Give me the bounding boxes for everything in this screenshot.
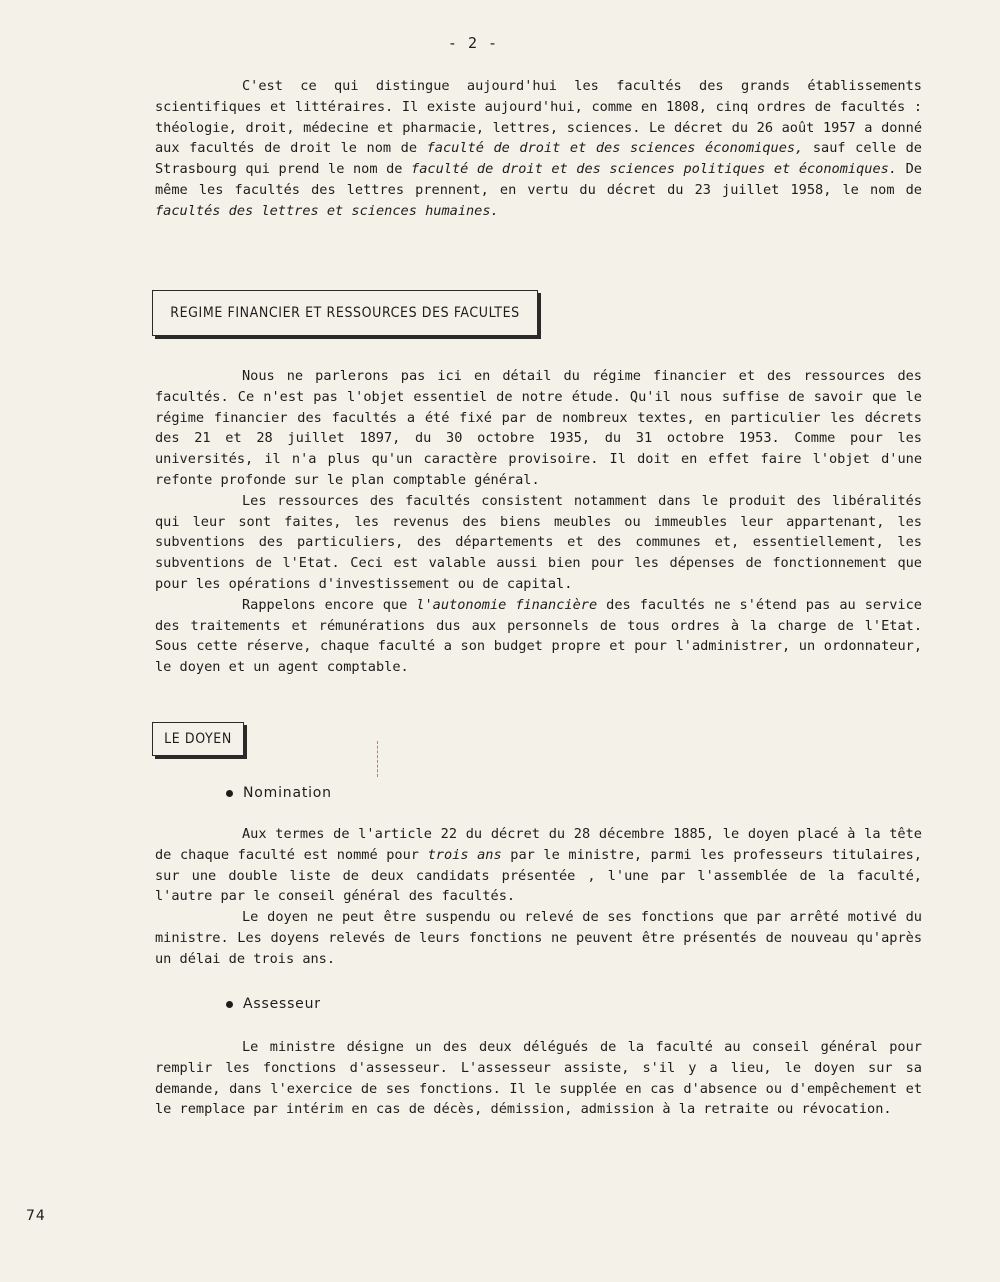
regime-p3-text-2: des facultés ne s'étend pas au service des traitements et rémunérations dus aux personnels de tous ordres à la charge de l'Etat. Sous cette réserve, chaque faculté a son budget propre et pour l'administrer, un ordonnateur, le doyen et un agent comptable. (155, 596, 922, 676)
intro-text-1: C'est ce qui distingue aujourd'hui les facultés des grands établissements scientifiques et littéraires. Il existe aujourd'hui, comme en 1808, cinq ordres de facultés : théologie, droit, médecine et pharmacie, lettres, sciences. Le décret du 26 août 1957 a donné aux facultés de droit le nom de (155, 78, 922, 157)
subheading-assesseur-label: Assesseur (243, 996, 321, 1012)
section-title-doyen-label: LE DOYEN (164, 731, 232, 747)
regime-paragraph-2: Les ressources des facultés consistent notamment dans le produit des libéralités qui leur sont faites, les revenus des biens meubles ou immeubles leur appartenant, les subventions des particuliers, des départements et des communes et, essentiellement, les subventions de l'Etat. Ceci est valable aussi bien pour les dépenses de fonctionnement que pour les opérations d'investissement ou de capital. (155, 492, 922, 592)
subheading-nomination (226, 785, 332, 801)
nomination-paragraph-1 (155, 824, 922, 907)
regime-p3-italic: l'autonomie financière (416, 596, 598, 613)
intro-italic-3: facultés des lettres et sciences humaines. (155, 202, 499, 219)
nomination-p1-text-2: par le ministre, parmi les professeurs titulaires, sur une double liste de deux candidats présentée , l'une par l'assemblée de la faculté, l'autre par le conseil général des facultés. (155, 846, 922, 905)
assesseur-paragraph (155, 1037, 922, 1120)
margin-mark (377, 741, 379, 777)
bullet-icon (226, 1001, 233, 1008)
nomination-p1-italic: trois ans (427, 846, 502, 863)
section-title-regime-label: REGIME FINANCIER ET RESSOURCES DES FACULTES (170, 305, 520, 321)
section-title-regime (152, 290, 538, 336)
bullet-icon (226, 790, 233, 797)
regime-paragraph-3 (155, 595, 922, 678)
intro-paragraph (155, 76, 922, 222)
intro-italic-2: faculté de droit et des sciences politiques et économiques. (411, 161, 898, 178)
nomination-p1-text-1: Aux termes de l'article 22 du décret du 28 décembre 1885, le doyen placé à la tête de chaque faculté est nommé pour (155, 826, 922, 863)
subheading-nomination-label: Nomination (243, 785, 332, 801)
intro-text-3: De même les facultés des lettres prennent, en vertu du décret du 23 juillet 1958, le nom de (155, 161, 922, 198)
section-title-doyen (152, 722, 244, 756)
page-number: - 2 - (447, 34, 499, 52)
regime-p3-text-1: Rappelons encore que (242, 596, 417, 613)
intro-text-2: sauf celle de Strasbourg qui prend le nom de (155, 140, 922, 178)
folio-number: 74 (26, 1208, 46, 1224)
regime-paragraphs (155, 366, 922, 678)
intro-italic-1: faculté de droit et des sciences économiques, (426, 140, 804, 157)
regime-paragraph-1: Nous ne parlerons pas ici en détail du régime financier et des ressources des facultés. Ce n'est pas l'objet essentiel de notre étude. Qu'il nous suffise de savoir que le régime financier des facultés a été fixé par de nombreux textes, en particulier les décrets des 21 et 28 juillet 1897, du 30 octobre 1935, du 31 octobre 1953. Comme pour les universités, il n'a plus qu'un caractère provisoire. Il doit en effet faire l'objet d'une refonte profonde sur le plan comptable général. (155, 368, 922, 488)
nomination-paragraphs (155, 824, 922, 970)
assesseur-paragraph-1: Le ministre désigne un des deux délégués de la faculté au conseil général pour remplir les fonctions d'assesseur. L'assesseur assiste, s'il y a lieu, le doyen sur sa demande, dans l'exercice de ses fonctions. Il le supplée en cas d'absence ou d'empêchement et le remplace par intérim en cas de décès, démission, admission à la retraite ou révocation. (155, 1039, 922, 1118)
subheading-assesseur (226, 996, 321, 1012)
nomination-paragraph-2: Le doyen ne peut être suspendu ou relevé de ses fonctions que par arrêté motivé du ministre. Les doyens relevés de leurs fonctions ne peuvent être présentés de nouveau qu'après un délai de trois ans. (155, 909, 922, 967)
